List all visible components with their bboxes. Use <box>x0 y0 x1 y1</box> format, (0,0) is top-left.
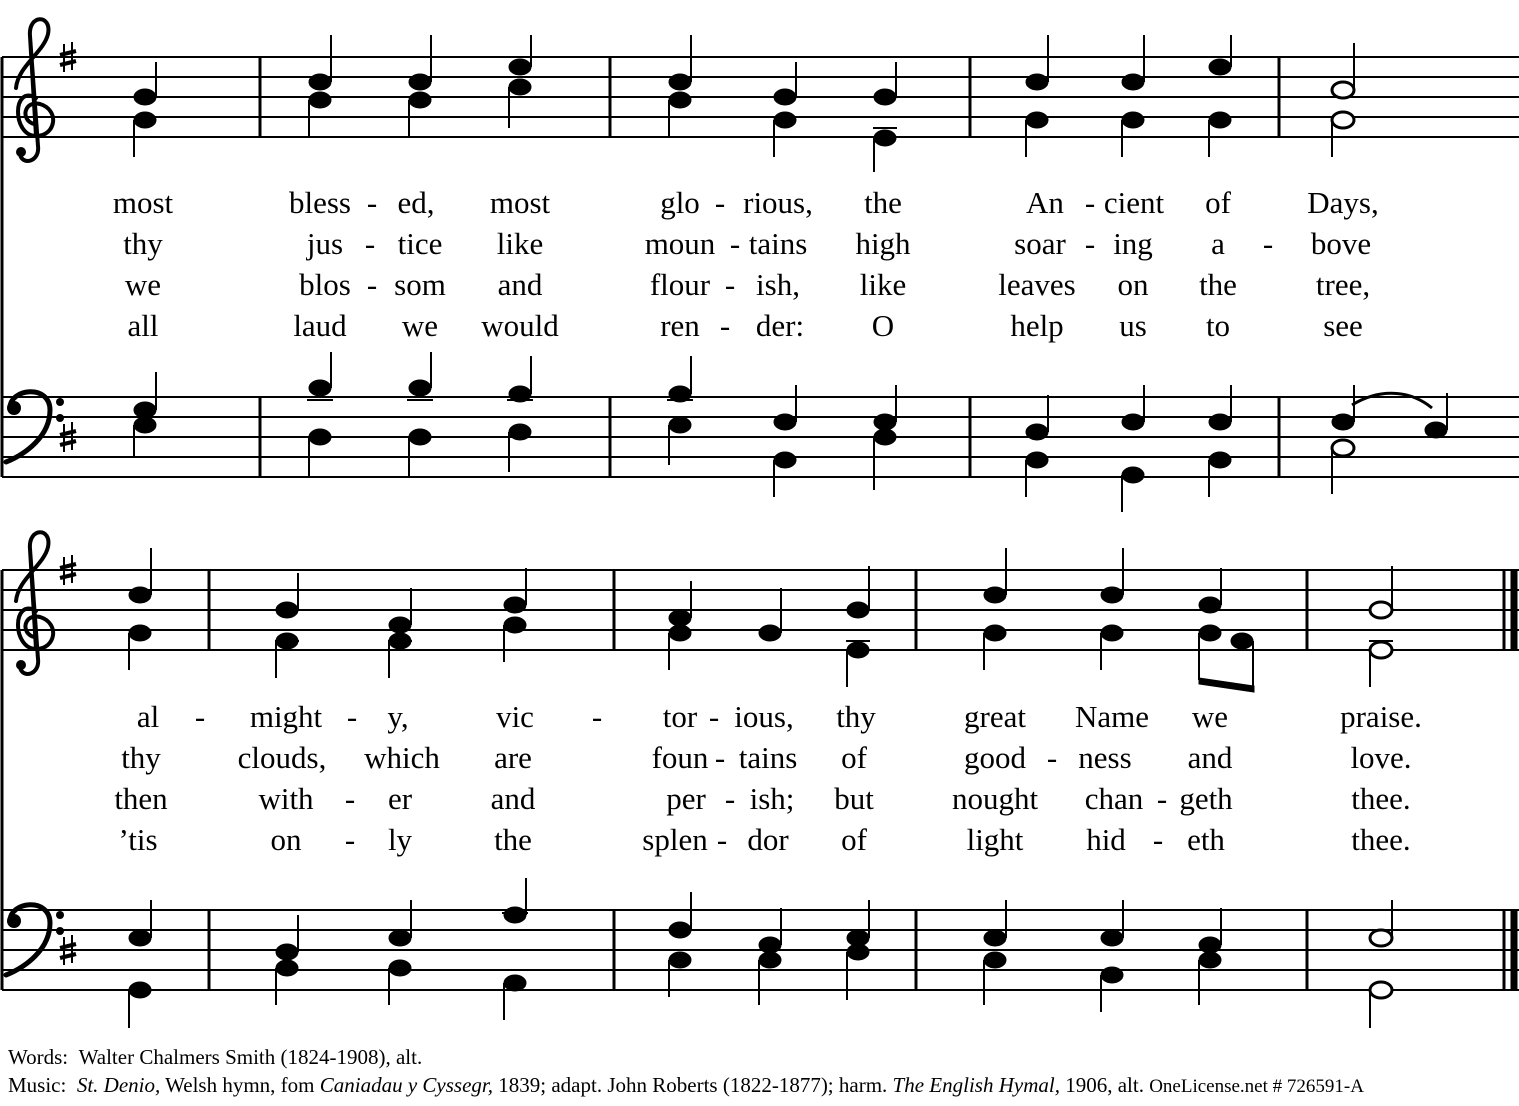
system1-bass-notes <box>134 352 1447 512</box>
system2-verse1 <box>137 699 1422 734</box>
note <box>504 975 526 991</box>
lyric-syllable: bove <box>1310 226 1372 261</box>
note <box>874 89 896 105</box>
credit-music-label: Music: <box>8 1073 67 1097</box>
lyric-syllable: tree, <box>1315 267 1371 302</box>
lyric-syllable: the <box>1199 267 1237 302</box>
system1-verse2 <box>123 226 1371 261</box>
note <box>984 625 1006 641</box>
system1-lyrics <box>113 185 1379 343</box>
license-number: OneLicense.net # 726591-A <box>1149 1076 1364 1097</box>
note <box>309 92 331 108</box>
system2-verse2 <box>121 740 1411 775</box>
lyric-syllable: splen <box>642 822 708 857</box>
lyric-syllable: ness <box>1078 740 1132 775</box>
note <box>509 424 531 440</box>
credit-words <box>8 1043 422 1071</box>
lyric-syllable: the <box>494 822 532 857</box>
note <box>847 944 869 960</box>
note <box>504 597 526 613</box>
lyric-syllable: - <box>364 226 376 261</box>
credit-words-text: Walter Chalmers Smith (1824-1908), alt. <box>78 1045 423 1069</box>
note <box>1332 440 1354 456</box>
lyric-syllable: O <box>871 308 895 343</box>
lyric-syllable: might <box>249 699 323 734</box>
note <box>774 452 796 468</box>
note <box>276 944 298 960</box>
lyric-syllable: - <box>1152 822 1164 857</box>
lyric-syllable: - <box>1156 781 1168 816</box>
note <box>669 92 691 108</box>
note <box>1370 642 1392 658</box>
treble-clef-icon <box>16 19 53 161</box>
lyric-syllable: and <box>1187 740 1233 775</box>
lyric-syllable: high <box>855 226 911 261</box>
note <box>1026 424 1048 440</box>
note <box>1332 112 1354 128</box>
lyric-syllable: on <box>1117 267 1149 302</box>
note <box>1199 625 1221 641</box>
system2-bass-notes <box>129 878 1392 1028</box>
lyric-syllable: light <box>966 822 1024 857</box>
note <box>759 625 781 641</box>
note <box>1370 930 1392 946</box>
lyric-syllable: of <box>1205 185 1231 220</box>
system1-treble-staff <box>2 19 1519 161</box>
lyric-syllable: ish; <box>749 781 795 816</box>
lyric-syllable: help <box>1010 308 1064 343</box>
lyric-syllable: tains <box>738 740 798 775</box>
credit-music <box>8 1071 1364 1101</box>
system1-verse4 <box>128 308 1363 343</box>
note <box>276 960 298 976</box>
lyric-syllable: per <box>666 781 706 816</box>
lyric-syllable: y, <box>387 699 409 734</box>
note <box>309 380 331 396</box>
lyric-syllable: a <box>1211 226 1225 261</box>
lyric-syllable: on <box>270 822 302 857</box>
note <box>504 617 526 633</box>
note <box>1231 633 1253 649</box>
lyric-syllable: jus <box>306 226 344 261</box>
note <box>409 429 431 445</box>
lyric-syllable: like <box>496 226 544 261</box>
lyric-syllable: and <box>497 267 543 302</box>
beam <box>1199 678 1254 692</box>
lyric-syllable: - <box>366 185 378 220</box>
lyric-syllable: cient <box>1103 185 1165 220</box>
lyric-syllable: thee. <box>1351 822 1411 857</box>
lyric-syllable: geth <box>1179 781 1233 816</box>
bass-clef-icon <box>6 905 64 975</box>
note <box>984 952 1006 968</box>
lyric-syllable: ’tis <box>118 822 158 857</box>
note <box>1026 74 1048 90</box>
note <box>1122 467 1144 483</box>
note <box>389 617 411 633</box>
lyric-syllable: we <box>1191 699 1229 734</box>
lyric-syllable: - <box>716 822 728 857</box>
lyric-syllable: Days, <box>1307 185 1379 220</box>
system2-treble-staff <box>2 532 1519 674</box>
note <box>774 112 796 128</box>
lyric-syllable: great <box>964 699 1026 734</box>
note <box>759 937 781 953</box>
lyric-syllable: der: <box>755 308 805 343</box>
slur <box>1352 393 1432 408</box>
note <box>134 402 156 418</box>
note <box>134 417 156 433</box>
system1-verse1 <box>113 185 1379 220</box>
lyric-syllable: praise. <box>1340 699 1422 734</box>
lyric-syllable: to <box>1205 308 1231 343</box>
lyric-syllable: - <box>1262 226 1274 261</box>
lyric-syllable: flour <box>649 267 711 302</box>
note <box>1370 982 1392 998</box>
credit-words-label: Words: <box>8 1045 69 1069</box>
lyric-syllable: bless <box>289 185 351 220</box>
lyric-syllable: - <box>344 781 356 816</box>
note <box>669 952 691 968</box>
note <box>134 112 156 128</box>
system1-verse3 <box>125 267 1370 302</box>
note <box>129 625 151 641</box>
lyric-syllable: laud <box>293 308 347 343</box>
note <box>389 930 411 946</box>
lyric-syllable: which <box>364 740 440 775</box>
note <box>276 602 298 618</box>
note <box>409 74 431 90</box>
lyric-syllable: - <box>724 781 736 816</box>
note <box>759 952 781 968</box>
note <box>669 74 691 90</box>
bass-clef-icon <box>6 392 64 462</box>
note <box>1209 452 1231 468</box>
lyric-syllable: - <box>1084 226 1096 261</box>
note <box>874 414 896 430</box>
lyric-syllable: chan <box>1084 781 1144 816</box>
note <box>1209 59 1231 75</box>
credit-music-text-3: 1906, alt. <box>1065 1073 1144 1097</box>
note <box>509 59 531 75</box>
lyric-syllable: - <box>346 699 358 734</box>
note <box>389 960 411 976</box>
lyric-syllable: thy <box>836 699 876 734</box>
lyric-syllable: - <box>714 740 726 775</box>
lyric-syllable: Name <box>1074 699 1150 734</box>
note <box>509 79 531 95</box>
lyric-syllable: soar <box>1014 226 1066 261</box>
note <box>1199 952 1221 968</box>
lyric-syllable: tice <box>397 226 443 261</box>
note <box>409 380 431 396</box>
lyric-syllable: rious, <box>743 185 813 220</box>
lyric-syllable: most <box>489 185 551 220</box>
note <box>669 625 691 641</box>
treble-clef-icon <box>16 532 53 674</box>
lyric-syllable: would <box>481 308 559 343</box>
lyric-syllable: all <box>127 308 159 343</box>
lyric-syllable: vic <box>496 699 534 734</box>
note <box>504 907 526 923</box>
lyric-syllable: nought <box>951 781 1039 816</box>
lyric-syllable: clouds, <box>237 740 327 775</box>
lyric-syllable: thy <box>123 226 163 261</box>
lyric-syllable: ed, <box>397 185 435 220</box>
credit-music-text-1: Welsh hymn, fom <box>165 1073 315 1097</box>
lyric-syllable: som <box>394 267 446 302</box>
lyric-syllable: then <box>114 781 168 816</box>
note <box>1101 587 1123 603</box>
lyric-syllable: - <box>714 185 726 220</box>
note <box>129 982 151 998</box>
lyric-syllable: - <box>194 699 206 734</box>
source-title: Caniadau y Cyssegr, <box>319 1073 494 1097</box>
lyric-syllable: good <box>964 740 1026 775</box>
note <box>129 587 151 603</box>
lyric-syllable: us <box>1119 308 1147 343</box>
note <box>1425 422 1447 438</box>
note <box>1122 74 1144 90</box>
lyric-syllable: moun <box>644 226 716 261</box>
note <box>874 130 896 146</box>
note <box>1101 967 1123 983</box>
note <box>409 92 431 108</box>
note <box>1199 937 1221 953</box>
system2-verse4 <box>118 822 1410 857</box>
note <box>1199 597 1221 613</box>
system1-treble-notes <box>134 35 1354 172</box>
note <box>1209 112 1231 128</box>
harm-title: The English Hymal, <box>892 1073 1060 1097</box>
note <box>1122 414 1144 430</box>
lyric-syllable: we <box>124 267 162 302</box>
note <box>1370 602 1392 618</box>
lyric-syllable: ing <box>1113 226 1153 261</box>
lyric-syllable: and <box>490 781 536 816</box>
lyric-syllable: ren <box>660 308 700 343</box>
lyric-syllable: glo <box>660 185 700 220</box>
lyric-syllable: - <box>708 699 720 734</box>
note <box>1026 452 1048 468</box>
lyric-syllable: love. <box>1350 740 1412 775</box>
note <box>847 642 869 658</box>
note <box>1122 112 1144 128</box>
system2-lyrics <box>114 699 1422 857</box>
lyric-syllable: we <box>401 308 439 343</box>
lyric-syllable: er <box>387 781 413 816</box>
lyric-syllable: of <box>841 822 867 857</box>
credit-music-text-2: 1839; adapt. John Roberts (1822-1877); harm. <box>498 1073 888 1097</box>
note <box>847 602 869 618</box>
note <box>1332 414 1354 430</box>
lyric-syllable: ish, <box>756 267 800 302</box>
lyric-syllable: eth <box>1187 822 1225 857</box>
lyric-syllable: ly <box>387 822 413 857</box>
lyric-syllable: ious, <box>734 699 794 734</box>
note <box>669 417 691 433</box>
lyric-syllable: - <box>1084 185 1096 220</box>
lyric-syllable: are <box>494 740 532 775</box>
system2-verse3 <box>114 781 1410 816</box>
note <box>1026 112 1048 128</box>
lyric-syllable: most <box>112 185 174 220</box>
note <box>669 610 691 626</box>
note <box>984 930 1006 946</box>
note <box>1101 930 1123 946</box>
lyric-syllable: see <box>1323 308 1363 343</box>
tune-name: St. Denio, <box>76 1073 161 1097</box>
lyric-syllable: - <box>719 308 731 343</box>
lyric-syllable: of <box>841 740 867 775</box>
lyric-syllable: dor <box>747 822 789 857</box>
lyric-syllable: like <box>859 267 907 302</box>
note <box>874 429 896 445</box>
note <box>1332 82 1354 98</box>
note <box>309 74 331 90</box>
note <box>669 922 691 938</box>
note <box>309 429 331 445</box>
lyric-syllable: - <box>724 267 736 302</box>
lyric-syllable: - <box>1046 740 1058 775</box>
lyric-syllable: blos <box>299 267 351 302</box>
lyric-syllable: thee. <box>1351 781 1411 816</box>
note <box>774 414 796 430</box>
note <box>774 89 796 105</box>
note <box>134 89 156 105</box>
lyric-syllable: but <box>834 781 874 816</box>
lyric-syllable: foun <box>651 740 709 775</box>
lyric-syllable: - <box>366 267 378 302</box>
note <box>1209 414 1231 430</box>
lyric-syllable: the <box>864 185 902 220</box>
lyric-syllable: An <box>1026 185 1064 220</box>
lyric-syllable: leaves <box>998 267 1076 302</box>
lyric-syllable: with <box>258 781 314 816</box>
lyric-syllable: hid <box>1086 822 1126 857</box>
lyric-syllable: thy <box>121 740 161 775</box>
note <box>984 587 1006 603</box>
lyric-syllable: - <box>591 699 603 734</box>
lyric-syllable: tor <box>662 699 698 734</box>
lyric-syllable: al <box>136 699 160 734</box>
note <box>1101 625 1123 641</box>
note <box>129 930 151 946</box>
lyric-syllable: - <box>344 822 356 857</box>
lyric-syllable: tains <box>748 226 808 261</box>
lyric-syllable: - <box>729 226 741 261</box>
